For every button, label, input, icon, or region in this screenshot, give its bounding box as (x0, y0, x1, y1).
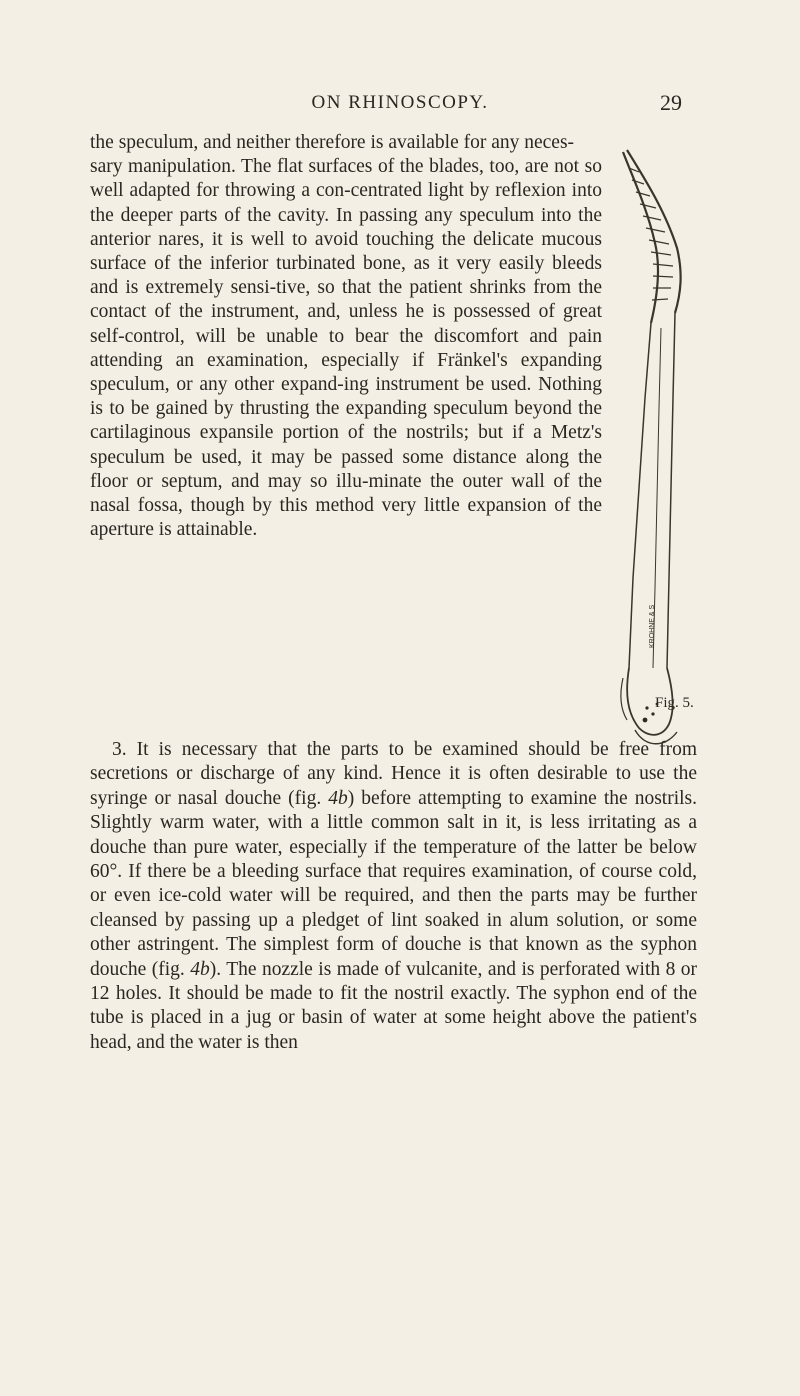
page-header (0, 90, 800, 120)
paragraph-1 (90, 131, 602, 542)
figure-reference: 4b (328, 787, 348, 809)
paragraph-2 (90, 738, 697, 1055)
instrument-maker-label: KROHNE & S (649, 604, 656, 648)
speculum-illustration (621, 150, 681, 744)
paragraph-1-text: sary manipulation. The flat surfaces of the blades, too, are not so well adapted for throwing a con-centrated light by reflexion into the deeper parts of the cavity. In passing any speculum into the anterior nares, it is well to avoid touching the delicate mucous surface of the inferior turbinated bone, as it very easily bleeds and is extremely sensi-tive, so that the patient shrinks from the contact of the instrument, and, unless he is possessed of great self-control, will be unable to bear the discomfort and pain attending an examination, especially if Fränkel's expanding speculum, or any other expand-ing instrument be used. Nothing is to be gained by thrusting the expanding speculum beyond the cartilaginous expansile portion of the nostrils; but if a Metz's speculum be used, it may be passed some distance along the floor or septum, and may so illu-minate the outer wall of the nasal fossa, though by this method very little expansion of the aperture is attainable. (90, 156, 602, 541)
paragraph-2-text-c: ). The nozzle is made of vulcanite, and is perforated with 8 or 12 holes. It should be made to fit the nostril exactly. The syphon end of the tube is placed in a jug or basin of water at some height above the patient's head, and the water is then (90, 958, 697, 1053)
figure-reference: 4b (190, 958, 210, 980)
speculum-figure (605, 148, 715, 760)
page-number: 29 (660, 90, 682, 115)
paragraph-2-text-b: ) before attempting to examine the nostrils. Slightly warm water, with a little common salt in it, is less irritating as a douche than pure water, especially if the temperature of the latter be below 60°. If there be a bleeding surface that requires examination, of course cold, or even ice-cold water will be required, and then the parts may be further cleansed by passing up a pledget of lint soaked in alum solution, or some other astringent. The simplest form of douche is that known as the syphon douche (fig. (90, 787, 698, 980)
paragraph-2-text-a: 3. It is necessary that the parts to be examined should be free from secretions or discharge of any kind. Hence it is often desirable to use the syringe or nasal douche (fig. (90, 739, 697, 809)
paragraph-1-first-line: the speculum, and neither therefore is available for any neces- (90, 132, 575, 153)
figure-caption: Fig. 5. (655, 695, 694, 711)
running-head: ON RHINOSCOPY. (311, 92, 489, 113)
